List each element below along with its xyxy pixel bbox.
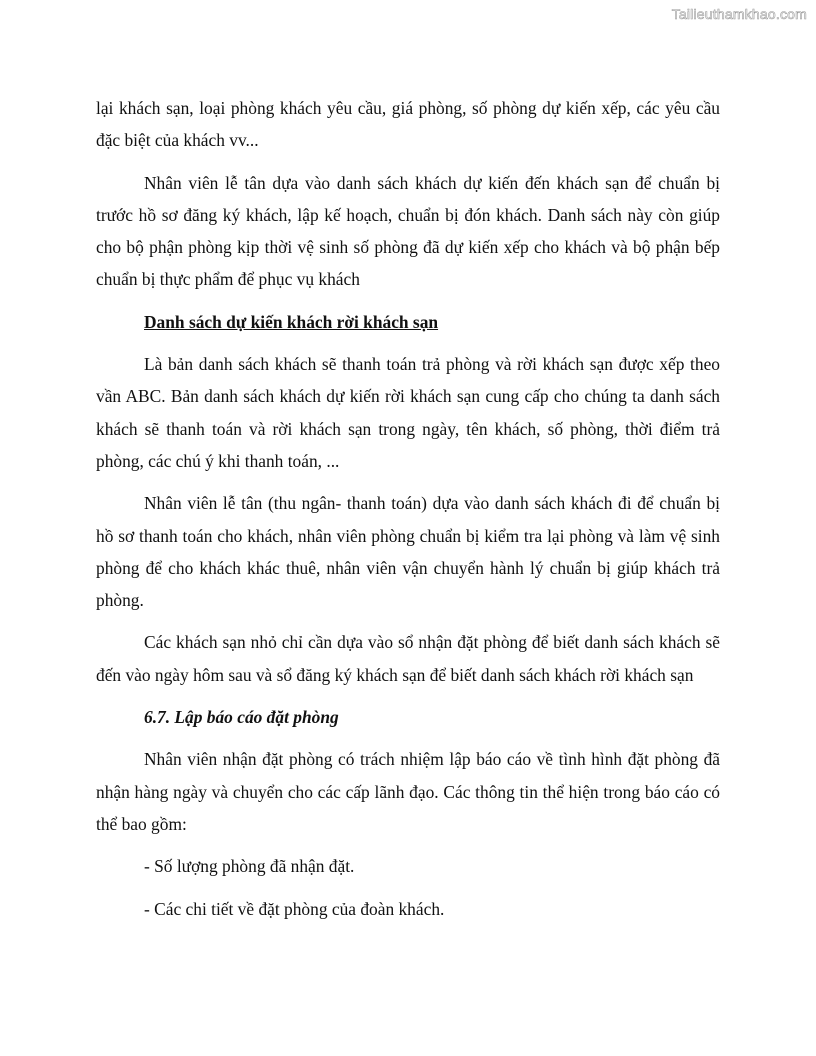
paragraph-booking-report: Nhân viên nhận đặt phòng có trách nhiệm lập báo cáo về tình hình đặt phòng đã nhận hàng ngày và chuyển cho các cấp lãnh đạo. Các thông tin thể hiện trong báo cáo có thể bao gồm: [96, 749, 720, 834]
paragraph-departure-list-usage: Nhân viên lễ tân (thu ngân- thanh toán) dựa vào danh sách khách đi để chuẩn bị hồ sơ thanh toán cho khách, nhân viên phòng chuẩn bị kiểm tra lại phòng và làm vệ sinh phòng để cho khách khác thuê, nhân viên vận chuyển hành lý chuẩn bị giúp khách trả phòng. [96, 493, 720, 611]
paragraph-arrival-list-usage: Nhân viên lễ tân dựa vào danh sách khách dự kiến đến khách sạn để chuẩn bị trước hồ sơ đăng ký khách, lập kế hoạch, chuẩn bị đón khách. Danh sách này còn giúp cho bộ phận phòng kịp thời vệ sinh số phòng đã dự kiến xếp cho khách và bộ phận bếp chuẩn bị thực phẩm để phục vụ khách [96, 172, 720, 290]
watermark-text: Tailieuthamkhao.com [671, 6, 807, 22]
paragraph-small-hotels: Các khách sạn nhỏ chỉ cần dựa vào sổ nhận đặt phòng để biết danh sách khách sẽ đến vào ngày hôm sau và sổ đăng ký khách sạn để biết danh sách khách rời khách sạn [96, 632, 720, 685]
paragraph-departure-list-definition: Là bản danh sách khách sẽ thanh toán trả phòng và rời khách sạn được xếp theo vần ABC. Bản danh sách khách dự kiến rời khách sạn cung cấp cho chúng ta danh sách khách sẽ thanh toán và rời khách sạn trong ngày, tên khách, số phòng, thời điểm trả phòng, các chú ý khi thanh toán, ... [96, 354, 720, 471]
bullet-item-group-booking-details: - Các chi tiết về đặt phòng của đoàn khách. [144, 898, 445, 919]
section-heading-departure-list: Danh sách dự kiến khách rời khách sạn [144, 311, 439, 332]
document-page [96, 92, 720, 935]
bullet-item-rooms-booked: - Số lượng phòng đã nhận đặt. [144, 856, 355, 877]
section-heading-booking-report: 6.7. Lập báo cáo đặt phòng [144, 707, 339, 728]
paragraph-continuation: lại khách sạn, loại phòng khách yêu cầu, giá phòng, số phòng dự kiến xếp, các yêu cầu đặc biệt của khách vv... [96, 98, 720, 151]
